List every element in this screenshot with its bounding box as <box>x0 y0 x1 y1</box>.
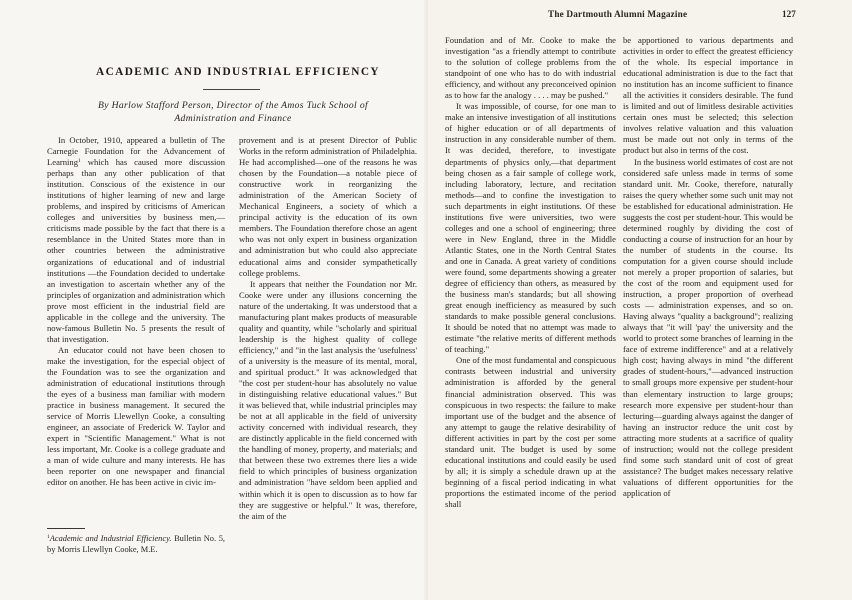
footnote-divider <box>47 528 85 529</box>
paragraph: It was impossible, of course, for one man to make an intensive investigation of all institutions of higher education or of all departments of instruction in any considerable number of them. It was decided, therefore, to investigate departments of physics only,—that department being chosen as a fair sample of college work, including laboratory, lecture, and recitation methods—and to confine the investigation to such departments in eight institutions. Of these institutions five were universities, two were colleges and one a school of engineering; three were in New England, three in the Middle Atlantic States, one in the North Central States and one in Canada. A great variety of conditions were found, some departments showing a greater degree of efficiency than others, as measured by the business man's standards; but all showing great enough inefficiency as measured by such standards to make possible general conclusions. It should be noted that no attempt was made to estimate "the relative merits of different methods of teaching." <box>445 101 616 355</box>
column-2 <box>239 135 417 522</box>
paragraph-text: In October, 1910, appeared a bulletin of The Carnegie Foundation for the Advancement of Learning <box>47 135 225 168</box>
paragraph-text: which has caused more discussion perhaps than any other publication of that institution. Conscious of the existence in our institutions of higher learning of new and large problems, and inspired by criticisms of American colleges and universities by business men,—criticisms made possible by the fact that there is a resemblance in the United States more than in other countries between the administrative organizations of educational and of industrial institutions —the Foundation decided to undertake an investigation to ascertain whether any of the principles of organization and administration which prove most efficient in the industrial field are applicable in the college and the university. The now-famous Bulletin No. 5 presents the result of that investigation. <box>47 157 225 344</box>
paragraph <box>47 135 225 345</box>
footnote-title: Academic and Industrial Efficiency. <box>49 534 172 543</box>
column-3 <box>445 35 616 510</box>
byline-line-2: Administration and Finance <box>174 113 292 124</box>
footnote-marker: 1 <box>78 158 81 165</box>
paragraph: In the business world estimates of cost are not considered safe unless made in terms of some standard unit. Mr. Cooke, therefore, naturally raises the query whether some such unit may not be established for educational administration. He suggests the cost per student-hour. This would be determined roughly by dividing the cost of conducting a course of instruction for an hour by the number of students in the course. Its computation for a given course should include not merely a proper proportion of salaries, but the cost of the room and equipment used for instruction, a proper proportion of overhead costs — administration expenses, and so on. Having always "quality a background"; realizing always that "it will 'pay' the university and the world to protect some branches of learning in the face of extreme indifference" and at a relatively high cost; having always in mind "the different grades of student-hours,"—advanced instruction to small groups more expensive per student-hour than elementary instruction to large groups; research more expensive per student-hour than lecturing—guarding always against the danger of having an instructor reduce the unit cost by attracting more students at a sacrifice of quality of instruction; would not the college president find some such standard unit of cost of great assistance? The budget makes necessary relative valuations of different opportunities for the application of <box>623 156 793 498</box>
byline-line-1: By Harlow Stafford Person, Director of the Amos Tuck School of <box>98 100 368 111</box>
paragraph: be apportioned to various departments and activities in order to effect the greatest efficiency of the whole. Its especial importance in educational administration is due to the fact that no institution has an income sufficient to finance all the activities it considers desirable. The fund is limited and out of limitless desirable activities certain ones must be selected; this selection involves relative valuation and this valuation must be made out not only in terms of the product but also in terms of the cost. <box>623 35 793 156</box>
footnote <box>47 533 225 555</box>
article-byline <box>52 99 414 125</box>
column-1 <box>47 135 225 489</box>
running-header: The Dartmouth Alumni Magazine <box>548 9 688 19</box>
paragraph: provement and is at present Director of Public Works in the reform administration of Philadelphia. He had accomplished—one of the reasons he was chosen by the Foundation—a notable piece of constructive work in reorganizing the administration of the American Society of Mechanical Engineers, a society of which a principal activity is the education of its own members. The Foundation therefore chose an agent who was not only expert in business organization and administration but who could also appreciate educational aims and consider sympathetically college problems. <box>239 135 417 278</box>
page-number: 127 <box>782 9 796 19</box>
paragraph: An educator could not have been chosen to make the investigation, for the especial object of the Foundation was to see the organization and administration of educational institutions through the eyes of a business man familiar with modern practice in business management. It secured the service of Morris Llewellyn Cooke, a consulting engineer, an associate of Frederick W. Taylor and expert in "Scientific Management." What is not less important, Mr. Cooke is a college graduate and a man of wide culture and many interests. He has been reporter on one newspaper and financial editor on another. He has been active in civic im- <box>47 344 225 488</box>
footnote-text: Bulletin No. 5, by Morris Llewllyn Cooke, M.E. <box>47 534 225 554</box>
footnote-number: 1 <box>47 534 50 540</box>
paragraph: Foundation and of Mr. Cooke to make the investigation "as a friendly attempt to contribute to the solution of college problems from the standpoint of one who has to do with industrial efficiency, and without any preconceived opinion as to how far the analogy . . . . may be pushed." <box>445 35 616 101</box>
paragraph: It appears that neither the Foundation nor Mr. Cooke were under any illusions concerning the nature of the undertaking. It was understood that a manufacturing plant makes products of measurable quality and quantity, while "scholarly and spiritual leadership is the highest quality of college efficiency," and "in the last analysis the 'usefulness' of a university is the measure of its mental, moral, and spiritual product." It was acknowledged that "the cost per student-hour has absolutely no value in distinguishing relative educational values." But it was believed that, while industrial principles may be not at all applicable in the field of university activity concerned with individual research, they are distinctly applicable in the field concerned with the handling of money, property, and materials; and that between these two extremes there lies a wide field to which principles of business organization and administration "have seldom been applied and within which it is open to discussion as to how far they are suggestive or helpful." It was, therefore, the aim of the <box>239 278 417 521</box>
paragraph: One of the most fundamental and conspicuous contrasts between industrial and university administration is afforded by the general financial administration observed. This was conspicuous in two respects: the failure to make important use of the budget and the absence of any attempt to gauge the relative desirability of different activities in part by the cost per some standard unit. The budget is used by some educational institutions and could easily be used by all; it is simply a schedule drawn up at the beginning of a fiscal period indicating in what proportions the estimated income of the period shall <box>445 355 616 509</box>
column-4 <box>623 35 793 499</box>
article-title: ACADEMIC AND INDUSTRIAL EFFICIENCY <box>96 66 380 78</box>
title-divider <box>203 89 260 90</box>
